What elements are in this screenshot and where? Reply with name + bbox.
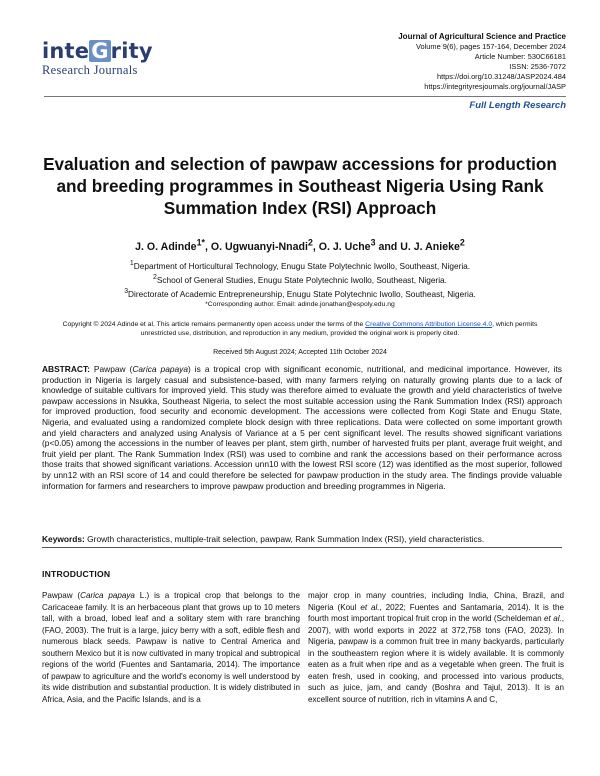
article-doi[interactable]: https://doi.org/10.31248/JASP2024.484: [436, 72, 566, 81]
logo-text-part2: rity: [110, 39, 153, 63]
article-type: Full Length Research: [469, 100, 566, 111]
affiliation: $^2$School of General Studies, Enugu State Polytechnic Iwollo, Southeast, Nigeria.: [153, 273, 447, 285]
author: U. J. Anieke$^2$: [400, 237, 465, 253]
affiliation: $^1$Department of Horticultural Technology, Enugu State Polytechnic Iwollo, Southeast, Nigeria.: [129, 260, 471, 271]
logo-subtitle: Research Journals: [42, 63, 138, 77]
journal-info: [398, 32, 566, 92]
abstract: ABSTRACT: Pawpaw (Carica papaya) is a tropical crop with significant economic, nutritional, and medicinal importance. However, its production in Nigeria is largely casual and subsistence-based, with many farmers relying on naturally growing plants due to a lack of knowledge of suitable cultivars for improved yield. This study was therefore aimed to evaluate the growth and yield characteristics of twelve pawpaw accessions in Nsukka, Southeast Nigeria, to select the most suitable accession using the Rank Summation Index (RSI) approach for improved production, food security and economic development. The accessions were collected from Kogi State and Enugu State, Nigeria, and evaluated using a randomized complete block design with three replications. Data were collected on some important growth and yield characters and analyzed using Analysis of Variance at a 5 per cent significant level. The results showed significant variations (p<0.05) among the accessions in the number of leaves per plant, stem girth, number of harvested fruits per plant, average fruit weight, and fruit yield per plant. The Rank Summation Index (RSI) was used to combine and rank the accessions based on their performance across those traits that showed significant variations. Accession unn10 with the lowest RSI score (12) was identified as the most superior, followed by unn12 with an RSI score of 14 and could therefore be selected for pawpaw production in the study area. The findings provide valuable information for farmers and researchers to improve pawpaw production and breeding programmes in Nigeria.: [42, 364, 562, 491]
journal-url[interactable]: https://integrityresjournals.org/journal/JASP: [424, 82, 566, 91]
author-list: [40, 236, 560, 253]
journal-issn: ISSN: 2536-7072: [509, 62, 566, 71]
keywords-label: Keywords:: [42, 534, 85, 544]
keywords: Keywords: Growth characteristics, multiple-trait selection, pawpaw, Rank Summation Index (RSI), yield characteristics.: [42, 534, 485, 544]
article-number: Article Number: 530C66181: [474, 52, 566, 61]
affiliation: $^3$Directorate of Academic Entrepreneurship, Enugu State Polytechnic Iwollo, Southeast, Nigeria.: [124, 287, 476, 299]
body-column-right: major crop in many countries, including India, China, Brazil, and Nigeria (Koul et al., 2022; Fuentes and Santamaria, 2014). It is the fourth most important tropical fruit crop in the world (Scheldeman et al., 2007), with world exports in 2022 at 372,758 tons (FAO, 2023). In Nigeria, pawpaw is a common fruit tree in many backyards, particularly in the southeastern region where it is widely available. It is commonly eaten as a fruit when ripe and as a vegetable when green. The fruit is eaten fresh, used in cooking, and processed into various products, such as juice, jam, and candy (Boshra and Tajul, 2013). It is an excellent source of nutrition, rich in vitamins A and C,: [308, 591, 564, 704]
author: J. O. Adinde$^{1*}$,: [135, 237, 211, 253]
author: O. Ugwuanyi-Nnadi$^2$,: [210, 237, 319, 253]
abstract-label: ABSTRACT:: [42, 364, 90, 374]
received-accepted-dates: Received 5th August 2024; Accepted 11th October 2024: [213, 349, 387, 356]
body-column-left: Pawpaw (Carica papaya L.) is a tropical crop that belongs to the Caricaceae family. It is an herbaceous plant that grows up to 10 meters tall, with a broad, lobed leaf and a solitary stem with rare branching (FAO, 2003). The fruit is a large, juicy berry with a soft, edible flesh and numerous black seeds. Pawpaw is native to Central America and southern Mexico but it is now cultivated in many tropical and subtropical regions of the world (Fuentes and Santamaria, 2014). The importance of pawpaw to agriculture and the world's economy is well understood by its wide distribution and substantial production. It is widely distributed in Africa, Asia, and the Pacific Islands, and is a: [42, 591, 300, 704]
logo-wordmark: [42, 40, 192, 62]
license-link[interactable]: Creative Commons Attribution License 4.0: [365, 321, 493, 328]
logo-text-part1: inte: [42, 39, 90, 63]
copyright-notice: Copyright © 2024 Adinde et al. This article remains permanently open access under the terms of the Creative Commons Attribution License 4.0, which permits unrestricted use, distribution, and reproduction in any medium, provided the original work is properly cited.: [62, 321, 538, 337]
journal-logo: [42, 40, 192, 77]
author: O. J. Uche$^3$ and: [318, 237, 401, 253]
logo-g-icon: G: [91, 39, 109, 63]
keywords-divider: [42, 547, 562, 548]
section-heading-introduction: INTRODUCTION: [42, 569, 111, 579]
header-divider: [44, 96, 566, 97]
journal-name: Journal of Agricultural Science and Practice: [398, 32, 566, 41]
corresponding-author: *Corresponding author. Email: adinde.jonathan@espoly.edu.ng: [205, 301, 395, 308]
paper-title: Evaluation and selection of pawpaw accessions for production and breeding programmes in Southeast Nigeria Using Rank Summation Index (RSI) Approach: [43, 154, 557, 218]
affiliations: [40, 258, 560, 299]
journal-volume: Volume 9(6), pages 157-164, December 2024: [416, 42, 566, 51]
